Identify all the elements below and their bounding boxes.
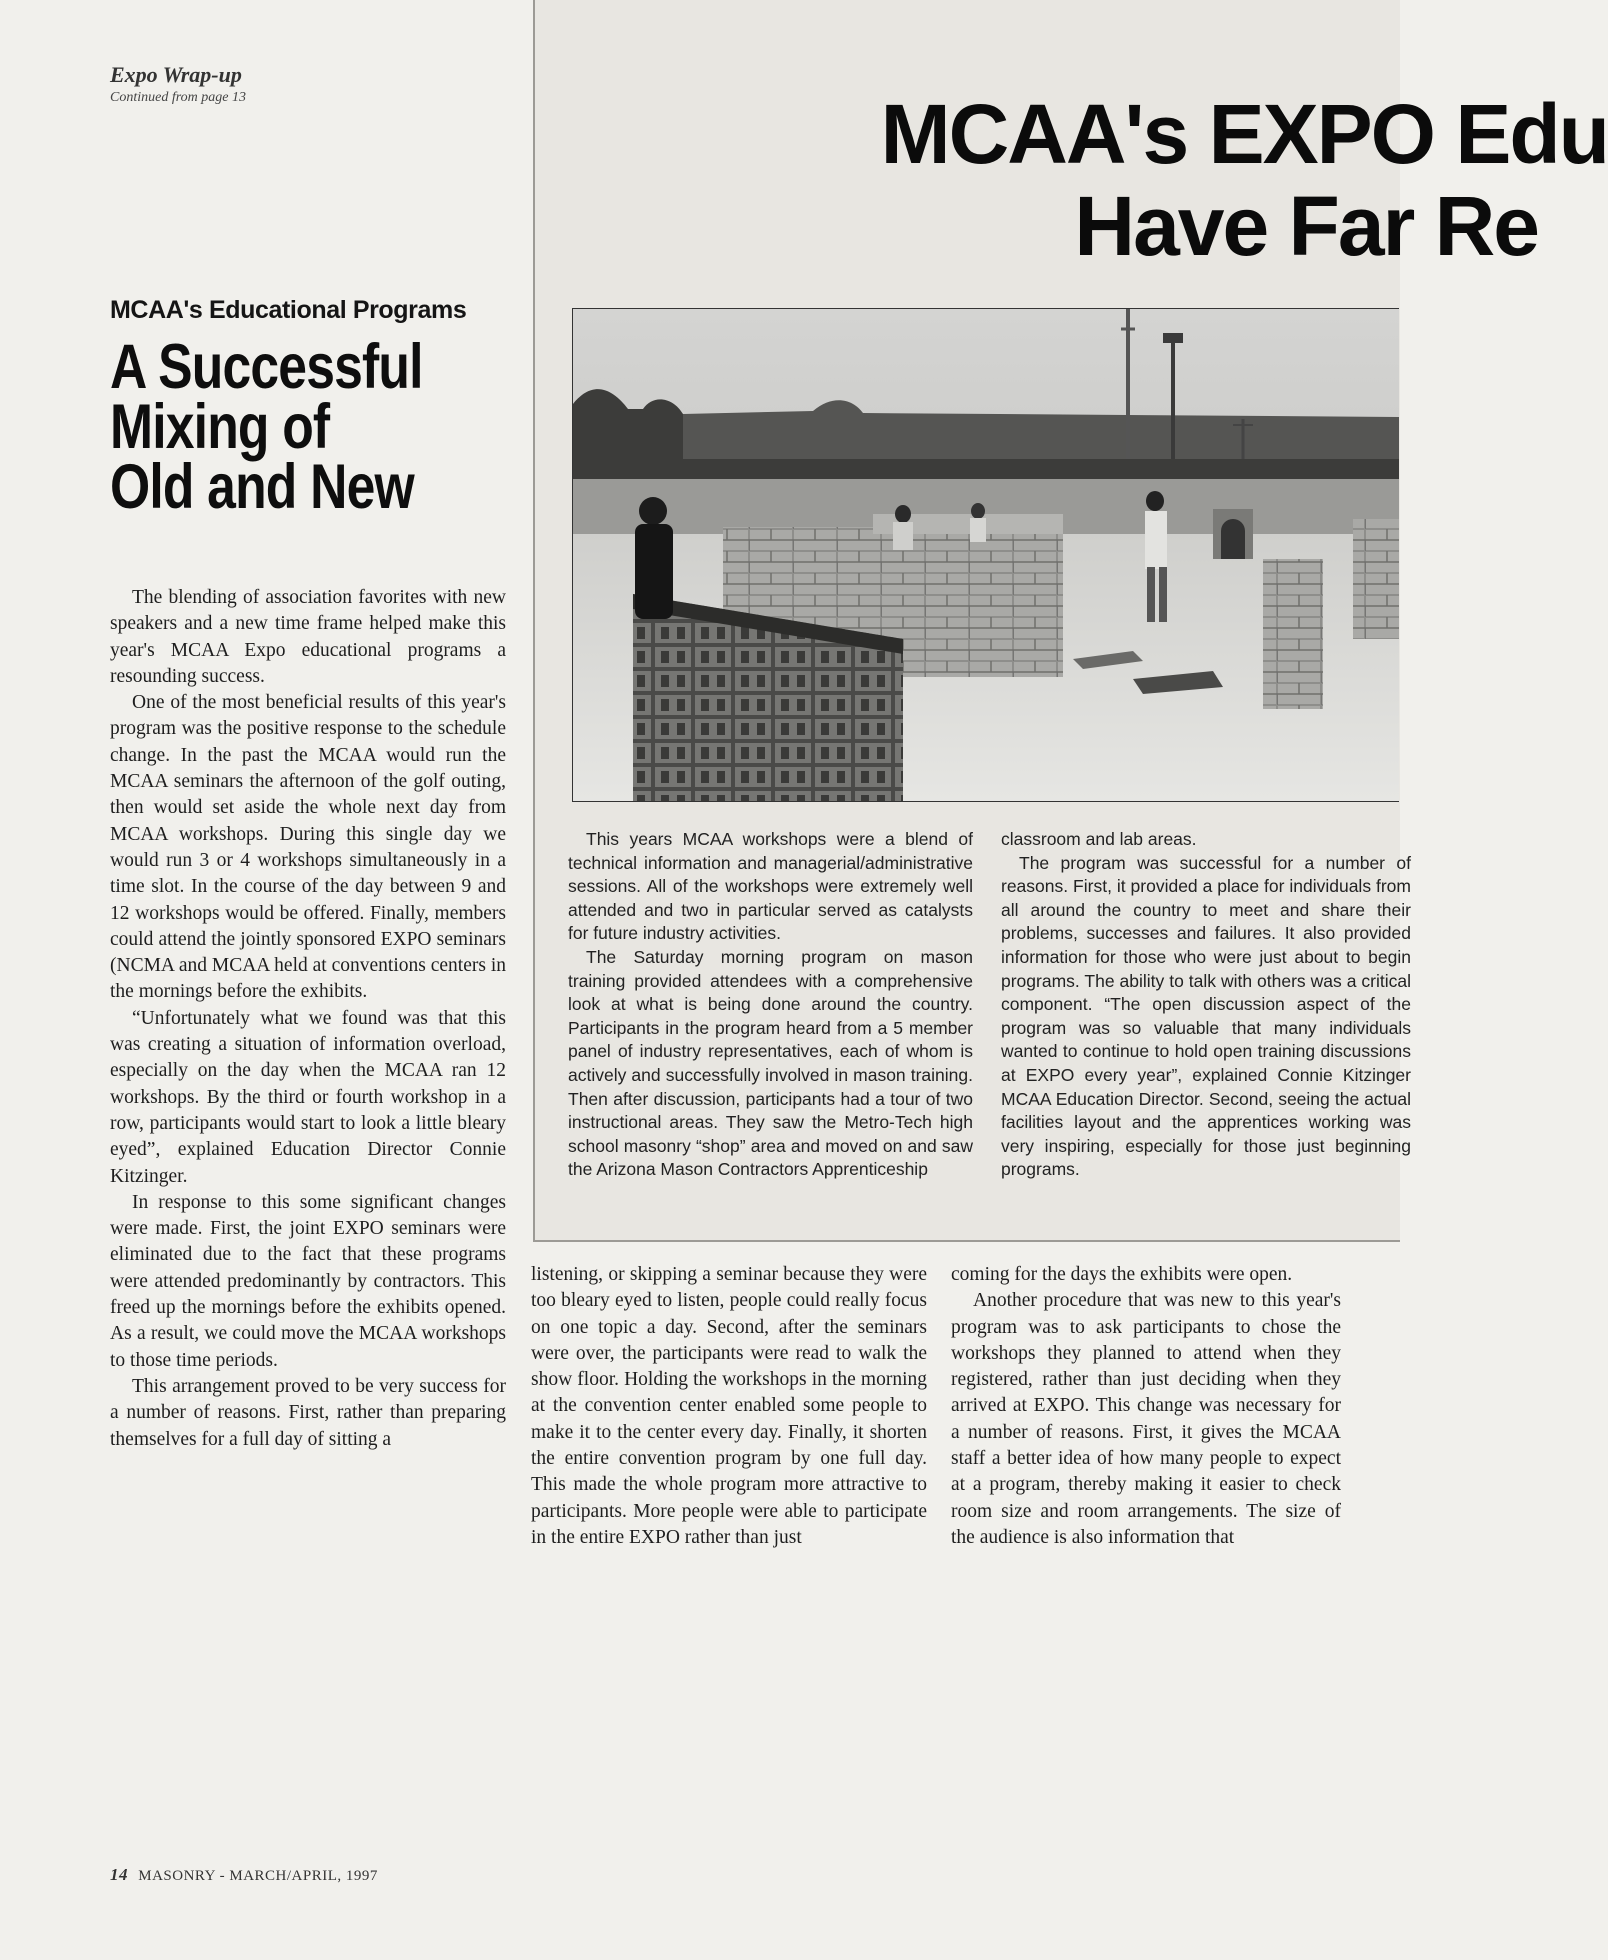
paragraph: This years MCAA workshops were a blend of technical information and managerial/administrative sessions. All of the workshops were extremely well attended and two in particular served as catalysts for future industry activities. [568, 829, 973, 944]
article-headline [110, 332, 495, 522]
feature-title-line: MCAA's EXPO Edu [880, 87, 1608, 181]
left-article-heading [110, 296, 530, 522]
headline-line: Old and New [110, 452, 414, 522]
photo-illustration [573, 309, 1399, 801]
paragraph: The program was successful for a number of reasons. First, it provided a place for individuals from all around the country to meet and share their problems, successes and failures. It also provided information for those who were just about to begin programs. The ability to talk with others was a critical component. “The open discussion aspect of the program was so valuable that many individuals wanted to continue to hold open training discussions at EXPO every year”, explained Connie Kitzinger MCAA Education Director. Second, seeing the actual facilities layout and the apprentices working was very inspiring, especially for those just beginning programs. [1001, 852, 1411, 1180]
paragraph: coming for the days the exhibits were open. [951, 1264, 1293, 1285]
paragraph: In response to this some significant changes were made. First, the joint EXPO seminars were eliminated due to the fact that these programs were attended predominantly by contractors. This freed up the mornings before the exhibits opened. As a result, we could move the MCAA workshops to those time periods. [110, 1191, 506, 1371]
paragraph: The blending of association favorites with new speakers and a new time frame helped make this year's MCAA Expo educational programs a resounding success. [110, 587, 506, 687]
headline-line: A Successful [110, 332, 423, 402]
feature-title-line: Have Far Re [1074, 179, 1538, 273]
section-header [110, 62, 410, 106]
article-column-1 [110, 585, 506, 1453]
article-column-2 [531, 1262, 927, 1551]
paragraph: This arrangement proved to be very success for a number of reasons. First, rather than preparing themselves for a full day of sitting a [110, 1375, 506, 1450]
feature-column-2 [1001, 828, 1411, 1182]
publication-line: MASONRY - MARCH/APRIL, 1997 [138, 1868, 378, 1884]
feature-title [560, 87, 1608, 273]
article-subhead: MCAA's Educational Programs [110, 296, 467, 324]
page-footer [110, 1865, 378, 1885]
article-column-3 [951, 1262, 1341, 1551]
paragraph: listening, or skipping a seminar because they were too bleary eyed to listen, people could really focus on one topic a day. Second, after the seminars were over, the participants were read to walk the show floor. Holding the workshops in the morning at the convention center enabled some people to make it to the center every day. Finally, it shorten the entire convention program by one full day. This made the whole program more attractive to participants. More people were able to participate in the entire EXPO rather than just [531, 1264, 927, 1548]
paragraph: Another procedure that was new to this year's program was to ask participants to chose the workshops they planned to attend when they registered, rather than just deciding when they arrived at EXPO. This change was necessary for a number of reasons. First, it gives the MCAA staff a better idea of how many people to expect at a program, thereby making it easier to check room size and room arrangements. The size of the audience is also information that [951, 1290, 1341, 1548]
paragraph: The Saturday morning program on mason training provided attendees with a comprehensive look at what is being done around the country. Participants in the program heard from a 5 member panel of industry representatives, each of whom is actively and successfully involved in mason training. Then after discussion, participants had a tour of two instructional areas. They saw the Metro-Tech high school masonry “shop” area and moved on and saw the Arizona Mason Contractors Apprenticeship [568, 946, 973, 1180]
paragraph: One of the most beneficial results of this year's program was the positive response to the schedule change. In the past the MCAA would run the MCAA seminars the afternoon of the golf outing, then would set aside the whole next day from MCAA workshops. During this single day we would run 3 or 4 workshops simultaneously in a time slot. In the course of the day between 9 and 12 workshops would be offered. Finally, members could attend the jointly sponsored EXPO seminars (NCMA and MCAA held at conventions centers in the mornings before the exhibits. [110, 692, 506, 1003]
headline-line: Mixing of [110, 392, 330, 462]
continued-note: Continued from page 13 [110, 90, 246, 105]
page-number: 14 [110, 1865, 128, 1884]
masonry-site-photo [572, 308, 1399, 802]
paragraph: “Unfortunately what we found was that this was creating a situation of information overload, especially on the day when the MCAA ran 12 workshops. By the third or fourth workshop in a row, participants would start to look a little bleary eyed”, explained Education Director Connie Kitzinger. [110, 1007, 506, 1187]
paragraph: classroom and lab areas. [1001, 829, 1197, 849]
section-kicker: Expo Wrap-up [110, 62, 242, 87]
feature-column-1 [568, 828, 973, 1182]
